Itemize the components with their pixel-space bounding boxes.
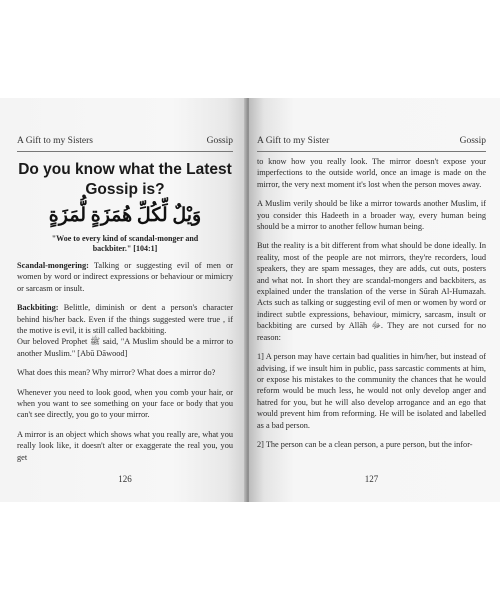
question-paragraph: What does this mean? Why mirror? What does a mirror do?: [17, 368, 216, 378]
right-paragraph-3: But the reality is a bit different from what should be done ideally. In reality, most of the people are not mirrors, they're recorders, loud speakers, they are spam messages, they are adds, cut outs, posters and what not. In short they are scandal-mongers and backbiters, as explained under the translation of the verse in Sūrah Al-Humazah. Acts such as talking or suggesting evil of men or women by word or indirect subtle expressions, behaviour, mimicry, sarcasm, insult or backbiting are cursed by Allāh ﷻ. They are not cursed for no reason:: [257, 241, 486, 342]
hadith-quote: Our beloved Prophet ﷺ said, "A Muslim should be a mirror to another Muslim." [Abū Dāwood]: [17, 337, 233, 358]
scandal-paragraph: [17, 260, 233, 294]
right-running-head-title: A Gift to my Sister: [257, 136, 330, 146]
look-paragraph: Whenever you need to look good, when you comb your hair, or when you want to see something on your face or body that you can't see directly, you go to your mirror.: [17, 387, 233, 420]
right-running-head-section: Gossip: [459, 136, 486, 146]
right-page-number: 127: [364, 474, 379, 484]
arabic-verse: وَيْلٌ لِّكُلِّ هُمَزَةٍ لُّمَزَةٍ: [48, 205, 202, 226]
scandal-term: Scandal-mongering:: [17, 261, 89, 270]
right-body: [257, 156, 486, 458]
right-paragraph-1: to know how you really look. The mirror doesn't expose your imperfections to the outside world, once an image is made on the mirror, the very next moment it's lost when the person moves away.: [257, 157, 486, 189]
open-book: [0, 98, 500, 502]
right-header-rule: [257, 151, 486, 152]
right-paragraph-5: 2] The person can be a clean person, a pure person, but the infor-: [257, 439, 473, 449]
backbiting-paragraph: [17, 302, 233, 336]
mirror-paragraph: A mirror is an object which shows what you really are, what you really look like, it doesn't alter or exaggerate the real you, you get: [17, 429, 233, 462]
backbiting-term: Backbiting:: [17, 303, 59, 313]
right-paragraph-4: 1] A person may have certain bad qualities in him/her, but instead of advising, if we insult him in public, pass sarcastic comments at him, or expose his mistakes to the community the chances that he would reform would be much less, he would not only develop anger and hatred for you, but he will also develop arrogance and an ego that would prevent him from reforming. He will be isolated and labelled as a bad person.: [257, 352, 486, 430]
right-paragraph-2: A Muslim verily should be like a mirror towards another Muslim, if you consider this Hadeeth in a broader way, every human being should be a mirror to another fellow human being.: [257, 199, 486, 232]
right-running-head: [257, 136, 486, 150]
left-page: [0, 98, 247, 502]
left-running-head: [17, 136, 233, 150]
chapter-title: Do you know what the Latest Gossip is?: [18, 161, 232, 198]
backbiting-definition: Belittle, diminish or dent a person's character behind his/her back. Even if the things suggested were true , if the motive is evil, it is still called backbiting.: [17, 303, 233, 336]
left-page-number: 126: [118, 474, 132, 484]
right-page: [249, 98, 500, 502]
left-header-rule: [17, 151, 233, 152]
left-body: [17, 260, 233, 471]
scandal-definition: Talking or suggesting evil of men or women by word or indirect expressions or behaviour or mimicry or sarcasm or insult.: [17, 261, 233, 293]
left-running-head-section: Gossip: [206, 136, 233, 146]
left-running-head-title: A Gift to my Sisters: [17, 136, 94, 146]
verse-translation: "Woe to every kind of scandal-monger and backbiter." [104:1]: [51, 234, 199, 253]
